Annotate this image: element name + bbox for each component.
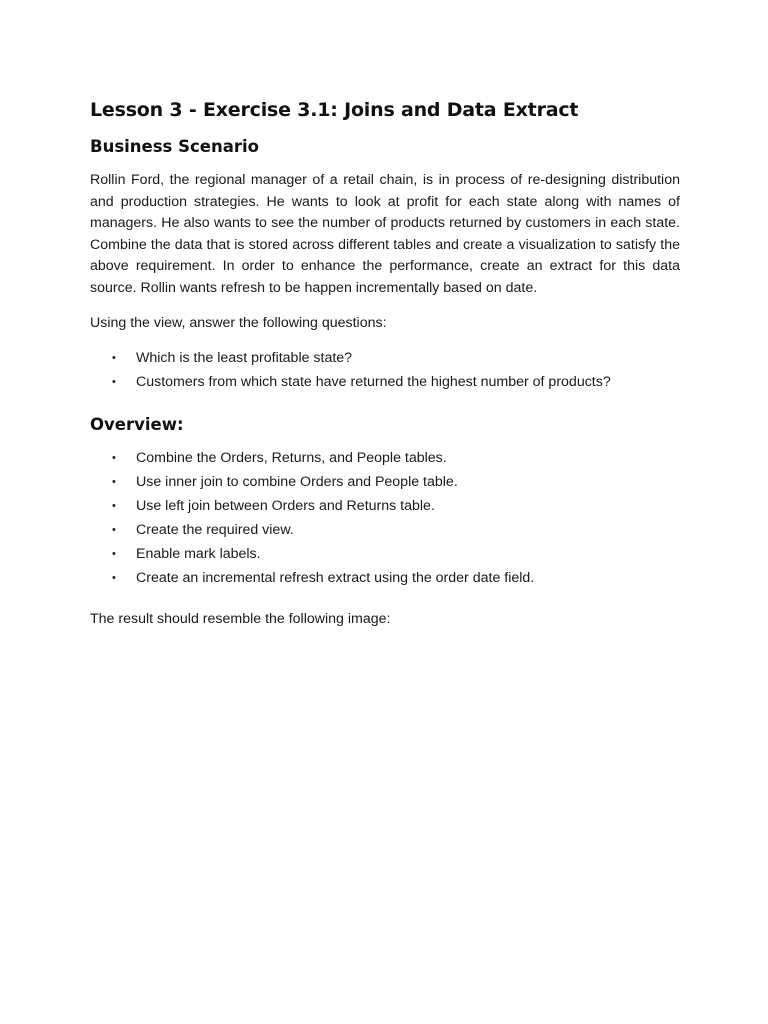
overview-item-text: Combine the Orders, Returns, and People tables. xyxy=(136,450,447,467)
questions-list xyxy=(90,346,680,394)
bullet-icon: • xyxy=(112,452,116,465)
overview-item-text: Create an incremental refresh extract using the order date field. xyxy=(136,570,535,587)
overview-item xyxy=(90,566,680,590)
bullet-icon: • xyxy=(112,352,116,365)
bullet-icon: • xyxy=(112,476,116,489)
question-text: Customers from which state have returned the highest number of products? xyxy=(136,374,611,391)
business-scenario-heading: Business Scenario xyxy=(90,137,259,156)
result-instruction: The result should resemble the following image: xyxy=(90,611,391,628)
overview-list xyxy=(90,446,680,590)
bullet-icon: • xyxy=(112,524,116,537)
overview-item-text: Enable mark labels. xyxy=(136,546,261,563)
overview-item xyxy=(90,518,680,542)
questions-intro: Using the view, answer the following questions: xyxy=(90,314,387,331)
overview-item xyxy=(90,542,680,566)
document-page xyxy=(90,95,680,631)
overview-item xyxy=(90,446,680,470)
business-scenario-paragraph: Rollin Ford, the regional manager of a retail chain, is in process of re-designing distribution and production strategies. He wants to look at profit for each state along with names of managers. He also wants to see the number of products returned by customers in each state. Combine the data that is stored across different tables and create a visualization to satisfy the above requirement. In order to enhance the performance, create an extract for this data source. Rollin wants refresh to be happen incrementally based on date. xyxy=(90,172,680,296)
bullet-icon: • xyxy=(112,548,116,561)
bullet-icon: • xyxy=(112,572,116,585)
bullet-icon: • xyxy=(112,376,116,389)
overview-item xyxy=(90,470,680,494)
question-item xyxy=(90,346,680,370)
overview-item xyxy=(90,494,680,518)
overview-heading: Overview: xyxy=(90,415,184,435)
overview-item-text: Use left join between Orders and Returns table. xyxy=(136,498,435,515)
overview-item-text: Use inner join to combine Orders and People table. xyxy=(136,474,458,491)
page-title: Lesson 3 - Exercise 3.1: Joins and Data Extract xyxy=(90,99,579,121)
bullet-icon: • xyxy=(112,500,116,513)
overview-item-text: Create the required view. xyxy=(136,522,294,539)
question-text: Which is the least profitable state? xyxy=(136,350,353,367)
question-item xyxy=(90,370,680,394)
